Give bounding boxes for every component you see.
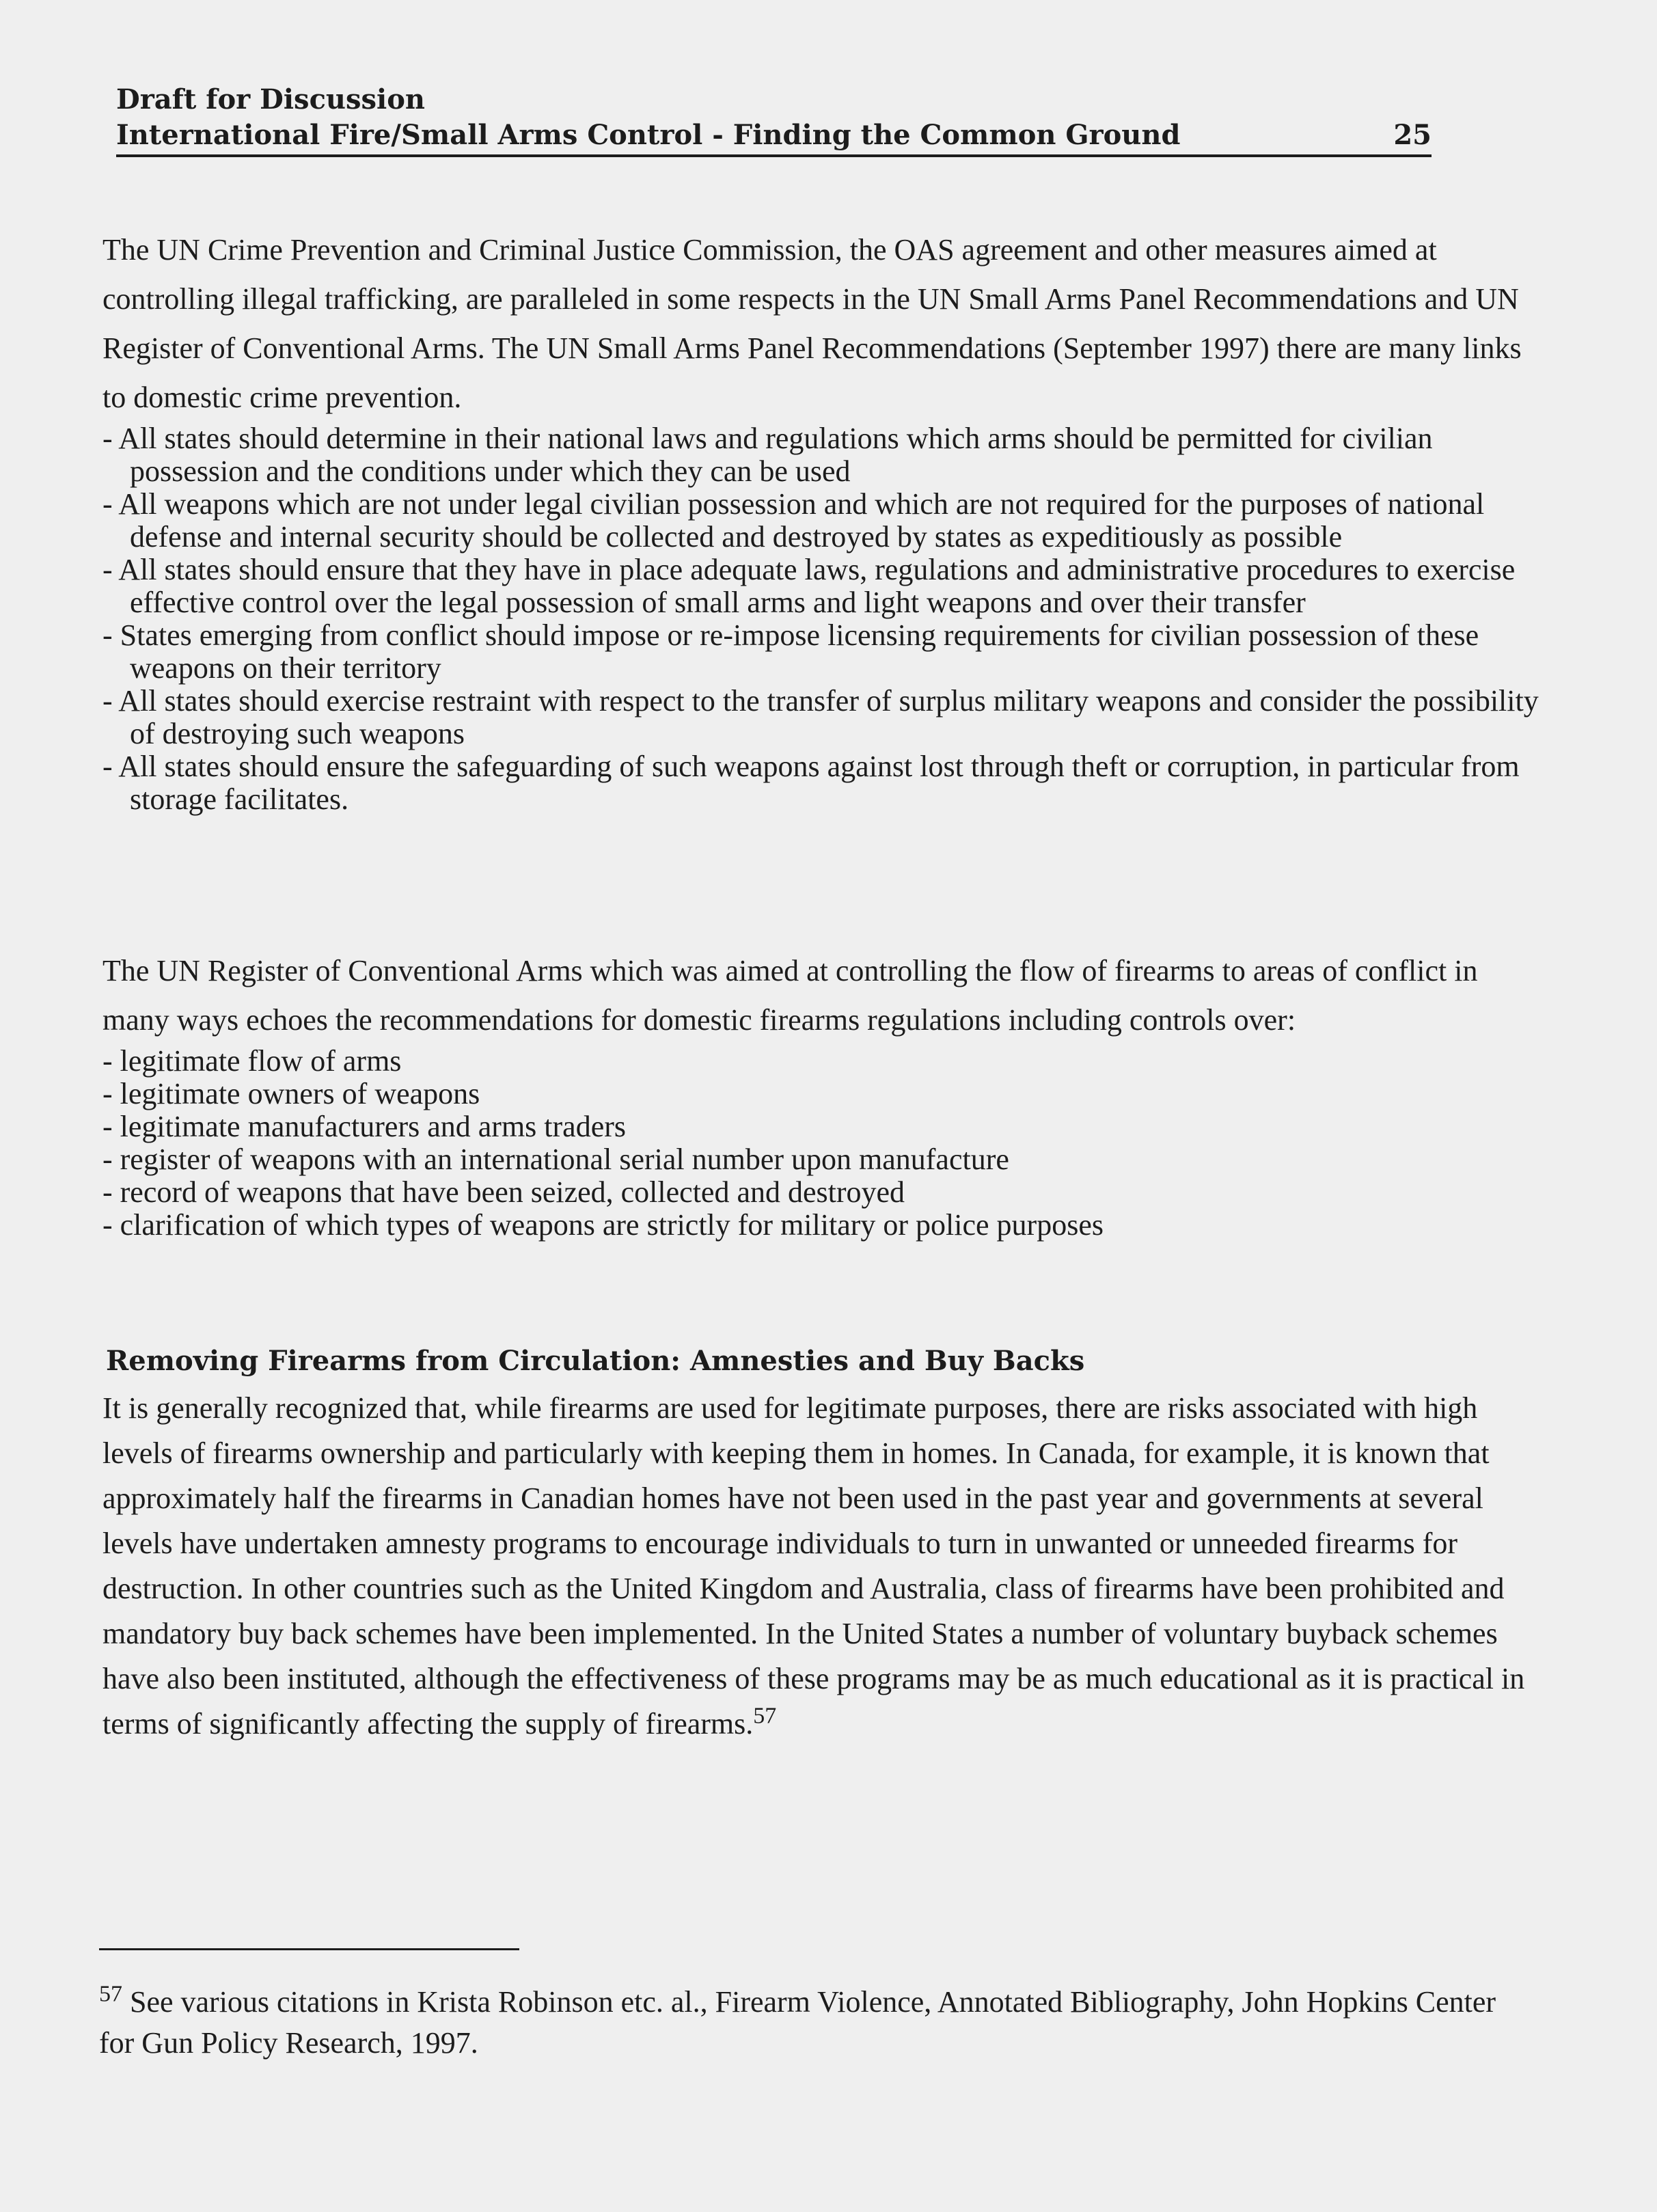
list-item: - All states should exercise restraint with respect to the transfer of surplus military weapons and consider the possibility of destroying such weapons [102,684,1539,750]
list-item: - record of weapons that have been seized, collected and destroyed [102,1175,905,1209]
footnote [99,1982,1534,2064]
footnote-divider [99,1948,519,1950]
list-item: - clarification of which types of weapons are strictly for military or police purposes [102,1208,1104,1242]
list-item: - All states should determine in their national laws and regulations which arms should be permitted for civilian possession and the conditions under which they can be used [102,422,1433,488]
page-number: 25 [1393,119,1432,151]
list-item: - All states should ensure that they have in place adequate laws, regulations and administrative procedures to exercise effective control over the legal possession of small arms and light weapons and over their transfer [102,553,1516,619]
footnote-text: See various citations in Krista Robinson etc. al., Firearm Violence, Annotated Bibliography, John Hopkins Center for Gun Policy Research, 1997. [99,1985,1496,2060]
section-heading: Removing Firearms from Circulation: Amnesties and Buy Backs [106,1345,1085,1377]
list-item: - legitimate owners of weapons [102,1077,480,1110]
list-item: - register of weapons with an international serial number upon manufacture [102,1143,1009,1176]
page-header [116,82,1432,157]
recommendations-list [102,422,1544,816]
paragraph-un-register: The UN Register of Conventional Arms which was aimed at controlling the flow of firearms to areas of conflict in many ways echoes the recommendations for domestic firearms regulations including controls over: [102,954,1478,1037]
header-title: International Fire/Small Arms Control - Finding the Common Ground [116,119,1181,151]
header-draft-label: Draft for Discussion [116,83,426,115]
list-item: - All weapons which are not under legal civilian possession and which are not required for the purposes of national defense and internal security should be collected and destroyed by states as expeditiously as possible [102,487,1485,554]
paragraph-amnesties [102,1386,1544,1747]
footnote-reference: 57 [753,1703,777,1729]
section-un-panel [102,226,1544,816]
paragraph-un-commission: The UN Crime Prevention and Criminal Justice Commission, the OAS agreement and other measures aimed at controlling illegal trafficking, are paralleled in some respects in the UN Small Arms Panel Recommendations and UN Register of Conventional Arms. The UN Small Arms Panel Recommendations (September 1997) there are many links to domestic crime prevention. [102,233,1522,414]
list-item: - All states should ensure the safeguarding of such weapons against lost through theft or corruption, in particular from storage facilitates. [102,750,1520,816]
section-amnesties [102,1386,1544,1747]
section-un-register [102,946,1544,1242]
footnote-number: 57 [99,1981,122,2007]
header-title-rule [116,118,1432,157]
list-item: - States emerging from conflict should impose or re-impose licensing requirements for civilian possession of these weapons on their territory [102,618,1479,685]
list-item: - legitimate manufacturers and arms traders [102,1110,627,1143]
paragraph-amnesties-text: It is generally recognized that, while firearms are used for legitimate purposes, there are risks associated with high levels of firearms ownership and particularly with keeping them in homes. In Canada, for example, it is known that approximately half the firearms in Canadian homes have not been used in the past year and governments at several levels have undertaken amnesty programs to encourage individuals to turn in unwanted or unneeded firearms for destruction. In other countries such as the United Kingdom and Australia, class of firearms have been prohibited and mandatory buy back schemes have been implemented. In the United States a number of voluntary buyback schemes have also been instituted, although the effectiveness of these programs may be as much educational as it is practical in terms of significantly affecting the supply of firearms. [102,1391,1525,1740]
list-item: - legitimate flow of arms [102,1044,402,1078]
controls-list [102,1045,1544,1242]
